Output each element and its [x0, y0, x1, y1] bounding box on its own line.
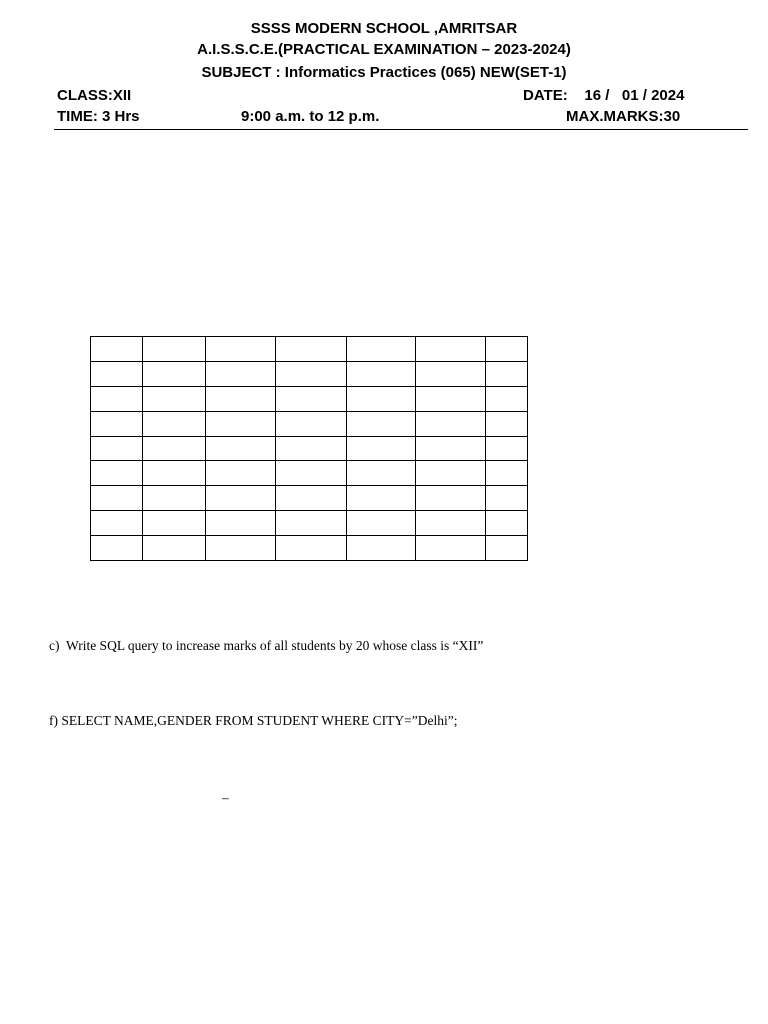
table-cell: [347, 536, 416, 561]
table-cell: [276, 386, 347, 411]
table-cell: [91, 511, 143, 536]
table-cell: [91, 536, 143, 561]
table-cell: [276, 511, 347, 536]
table-cell: [206, 337, 276, 362]
table-row: [91, 411, 528, 436]
table-cell: [91, 486, 143, 511]
table-cell: [206, 536, 276, 561]
header-divider: [54, 129, 748, 130]
table-row: [91, 337, 528, 362]
table-cell: [91, 461, 143, 486]
table-cell: [143, 461, 206, 486]
table-cell: [416, 486, 486, 511]
table-cell: [416, 511, 486, 536]
table-cell: [91, 411, 143, 436]
table-cell: [347, 337, 416, 362]
table-cell: [416, 337, 486, 362]
table-cell: [416, 386, 486, 411]
table-cell: [276, 536, 347, 561]
table-cell: [347, 361, 416, 386]
school-name: SSSS MODERN SCHOOL ,AMRITSAR: [250, 20, 518, 37]
table-cell: [276, 361, 347, 386]
table-cell: [276, 436, 347, 461]
question-f: f) SELECT NAME,GENDER FROM STUDENT WHERE CITY=”Delhi”;: [49, 713, 458, 728]
table-cell: [206, 486, 276, 511]
table-cell: [276, 411, 347, 436]
table-cell: [276, 461, 347, 486]
table-cell: [206, 361, 276, 386]
table-cell: [347, 486, 416, 511]
table-cell: [206, 461, 276, 486]
table-cell: [416, 461, 486, 486]
table-cell: [206, 411, 276, 436]
table-cell: [416, 536, 486, 561]
table-cell: [486, 536, 528, 561]
table-row: [91, 461, 528, 486]
table-cell: [486, 486, 528, 511]
table-cell: [276, 337, 347, 362]
table-cell: [347, 436, 416, 461]
table-cell: [486, 436, 528, 461]
table-cell: [91, 386, 143, 411]
table-cell: [347, 386, 416, 411]
table-cell: [143, 411, 206, 436]
max-marks-label: MAX.MARKS:30: [566, 108, 681, 125]
table-cell: [486, 361, 528, 386]
table-row: [91, 361, 528, 386]
table-cell: [347, 511, 416, 536]
table-cell: [143, 386, 206, 411]
table-cell: [206, 386, 276, 411]
table-cell: [206, 436, 276, 461]
table-cell: [416, 361, 486, 386]
table-cell: [347, 411, 416, 436]
table-cell: [143, 361, 206, 386]
table-cell: [486, 411, 528, 436]
table-row: [91, 536, 528, 561]
timing-label: 9:00 a.m. to 12 p.m.: [241, 108, 380, 125]
table-cell: [91, 436, 143, 461]
table-cell: [276, 486, 347, 511]
date-label: DATE: 16 / 01 / 2024: [523, 87, 685, 104]
table-row: [91, 486, 528, 511]
table-cell: [91, 337, 143, 362]
table-cell: [143, 486, 206, 511]
class-label: CLASS:XII: [57, 87, 132, 104]
table-body: [91, 337, 528, 561]
table-cell: [416, 436, 486, 461]
table-row: [91, 436, 528, 461]
table-cell: [486, 337, 528, 362]
time-label: TIME: 3 Hrs: [57, 108, 140, 125]
table-cell: [486, 461, 528, 486]
table-cell: [486, 511, 528, 536]
table-cell: [143, 511, 206, 536]
subject-line: SUBJECT : Informatics Practices (065) NEW(SET-1): [201, 64, 567, 81]
table-cell: [486, 386, 528, 411]
table-cell: [347, 461, 416, 486]
table-row: [91, 511, 528, 536]
dash-mark: –: [222, 790, 229, 805]
table-row: [91, 386, 528, 411]
table-cell: [143, 337, 206, 362]
table-cell: [206, 511, 276, 536]
table-cell: [416, 411, 486, 436]
table-cell: [143, 536, 206, 561]
question-c: c) Write SQL query to increase marks of all students by 20 whose class is “XII”: [49, 638, 484, 653]
exam-title: A.I.S.S.C.E.(PRACTICAL EXAMINATION – 2023-2024): [197, 41, 571, 58]
table-cell: [143, 436, 206, 461]
student-table: [90, 336, 528, 561]
table-cell: [91, 361, 143, 386]
